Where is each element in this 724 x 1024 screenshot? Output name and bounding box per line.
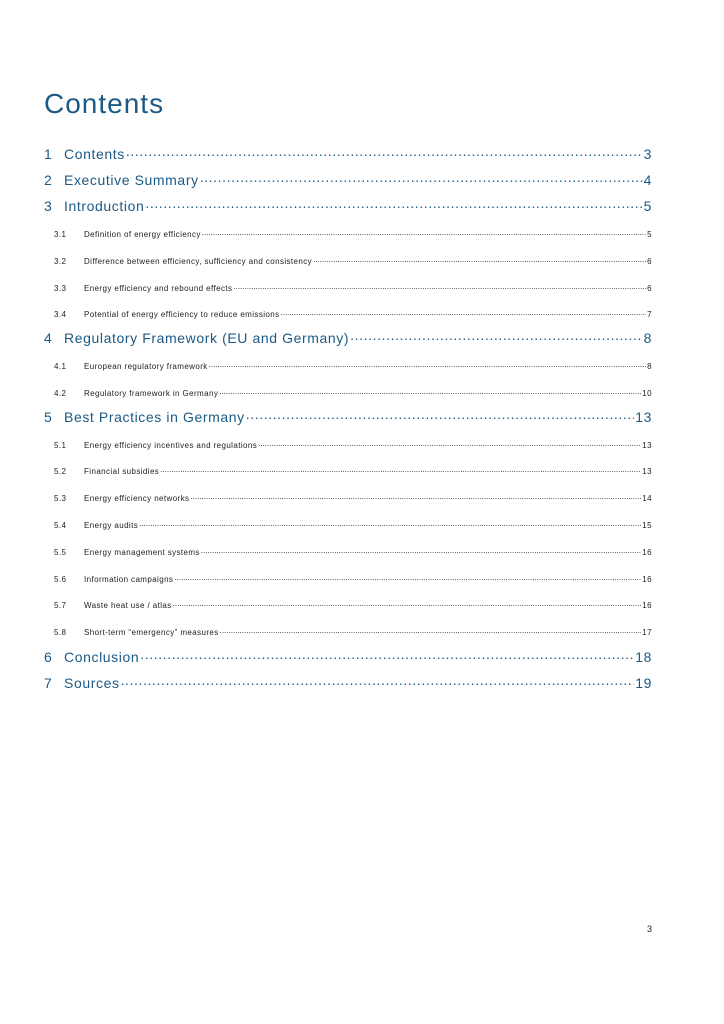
- toc-entry-label: Executive Summary: [64, 172, 199, 188]
- toc-entry-page: 6: [647, 284, 652, 293]
- toc-subentry[interactable]: [54, 627, 652, 637]
- toc-entry-label: Financial subsidies: [84, 467, 160, 476]
- toc-entry-number: 4: [44, 330, 53, 346]
- toc-entry[interactable]: [44, 197, 652, 214]
- toc-subentry[interactable]: [54, 600, 652, 610]
- toc-dot-leader: [202, 229, 646, 237]
- toc-entry-label: Information campaigns: [84, 575, 174, 584]
- toc-entry-number: 5: [44, 409, 53, 425]
- toc-dot-leader: [126, 145, 643, 159]
- toc-entry[interactable]: [44, 145, 652, 162]
- toc-dot-leader: [219, 388, 641, 396]
- toc-entry-page: 5: [647, 230, 652, 239]
- toc-entry-number: 6: [44, 649, 53, 665]
- toc-subentry[interactable]: [54, 440, 652, 450]
- toc-dot-leader: [160, 466, 641, 474]
- toc-subentry[interactable]: [54, 493, 652, 503]
- toc-entry-number: 5.2: [54, 467, 67, 476]
- toc-entry-number: 4.2: [54, 389, 67, 398]
- toc-dot-leader: [190, 493, 641, 501]
- toc-entry-page: 16: [642, 601, 652, 610]
- toc-entry-number: 5.1: [54, 441, 67, 450]
- toc-entry-label: Best Practices in Germany: [64, 409, 245, 425]
- toc-entry-number: 5.4: [54, 521, 67, 530]
- toc-entry-label: European regulatory framework: [84, 362, 208, 371]
- toc-entry[interactable]: [44, 648, 652, 665]
- toc-dot-leader: [201, 547, 641, 555]
- toc-entry-label: Energy audits: [84, 521, 139, 530]
- toc-entry-number: 7: [44, 675, 53, 691]
- toc-entry[interactable]: [44, 674, 652, 691]
- toc-entry-label: Regulatory framework in Germany: [84, 389, 219, 398]
- toc-entry-page: 13: [642, 467, 652, 476]
- toc-subentry[interactable]: [54, 466, 652, 476]
- toc-entry-number: 5.6: [54, 575, 67, 584]
- page-title: Contents: [44, 88, 165, 119]
- toc-entry-number: 3.3: [54, 284, 67, 293]
- toc-entry-label: Energy efficiency and rebound effects: [84, 284, 233, 293]
- toc-entry-label: Energy efficiency incentives and regulations: [84, 441, 258, 450]
- toc-entry-label: Sources: [64, 675, 120, 691]
- toc-dot-leader: [313, 256, 646, 264]
- toc-entry-number: 5.8: [54, 628, 67, 637]
- toc-dot-leader: [281, 309, 647, 317]
- toc-entry-page: 8: [647, 362, 652, 371]
- toc-entry[interactable]: [44, 408, 652, 425]
- toc-entry-label: Contents: [64, 146, 125, 162]
- toc-entry-number: 5.5: [54, 548, 67, 557]
- toc-dot-leader: [173, 600, 642, 608]
- page-number: 3: [646, 924, 652, 934]
- toc-entry-page: 18: [635, 649, 652, 665]
- toc-entry-label: Difference between efficiency, sufficiency and consistency: [84, 257, 313, 266]
- toc-entry-page: 14: [642, 494, 652, 503]
- toc-entry-number: 3.4: [54, 310, 67, 319]
- toc-entry-label: Introduction: [64, 198, 145, 214]
- toc-entry-label: Energy efficiency networks: [84, 494, 190, 503]
- toc-subentry[interactable]: [54, 283, 652, 293]
- toc-dot-leader: [246, 408, 634, 422]
- toc-entry-page: 3: [643, 146, 652, 162]
- toc-entry-number: 5.7: [54, 601, 67, 610]
- toc-entry-label: Conclusion: [64, 649, 140, 665]
- toc-dot-leader: [121, 674, 635, 688]
- toc-entry-page: 8: [643, 330, 652, 346]
- toc-subentry[interactable]: [54, 309, 652, 319]
- toc-dot-leader: [174, 574, 641, 582]
- toc-entry-label: Regulatory Framework (EU and Germany): [64, 330, 350, 346]
- toc-dot-leader: [140, 648, 634, 662]
- toc-entry-label: Short-term “emergency” measures: [84, 628, 219, 637]
- toc-entry-number: 3: [44, 198, 53, 214]
- toc-entry-page: 13: [642, 441, 652, 450]
- toc-entry-label: Definition of energy efficiency: [84, 230, 201, 239]
- toc-entry-number: 5.3: [54, 494, 67, 503]
- toc-entry-number: 3.2: [54, 257, 67, 266]
- toc-entry-page: 15: [642, 521, 652, 530]
- toc-entry-page: 19: [635, 675, 652, 691]
- toc-entry-label: Energy management systems: [84, 548, 200, 557]
- toc-dot-leader: [200, 171, 643, 185]
- toc-dot-leader: [220, 627, 642, 635]
- toc-dot-leader: [139, 520, 641, 528]
- toc-entry-label: Waste heat use / atlas: [84, 601, 172, 610]
- toc-entry-page: 17: [642, 628, 652, 637]
- toc-subentry[interactable]: [54, 388, 652, 398]
- toc-entry-page: 13: [635, 409, 652, 425]
- toc-entry-page: 4: [643, 172, 652, 188]
- toc-entry-page: 5: [643, 198, 652, 214]
- toc-entry-page: 6: [647, 257, 652, 266]
- toc-entry-number: 1: [44, 146, 53, 162]
- toc-entry-label: Potential of energy efficiency to reduce emissions: [84, 310, 280, 319]
- toc-dot-leader: [233, 283, 646, 291]
- toc-subentry[interactable]: [54, 256, 652, 266]
- toc-dot-leader: [350, 329, 642, 343]
- toc-dot-leader: [145, 197, 642, 211]
- toc-entry[interactable]: [44, 329, 652, 346]
- toc-subentry[interactable]: [54, 520, 652, 530]
- toc-entry-page: 10: [642, 389, 652, 398]
- toc-entry-page: 16: [642, 575, 652, 584]
- toc-subentry[interactable]: [54, 574, 652, 584]
- toc-entry-page: 7: [647, 310, 652, 319]
- toc-dot-leader: [258, 440, 641, 448]
- toc-entry[interactable]: [44, 171, 652, 188]
- toc-entry-number: 4.1: [54, 362, 67, 371]
- toc-dot-leader: [209, 361, 646, 369]
- toc-subentry[interactable]: [54, 361, 652, 371]
- toc-subentry[interactable]: [54, 547, 652, 557]
- toc-subentry[interactable]: [54, 229, 652, 239]
- toc-entry-page: 16: [642, 548, 652, 557]
- toc-entry-number: 2: [44, 172, 53, 188]
- toc-entry-number: 3.1: [54, 230, 67, 239]
